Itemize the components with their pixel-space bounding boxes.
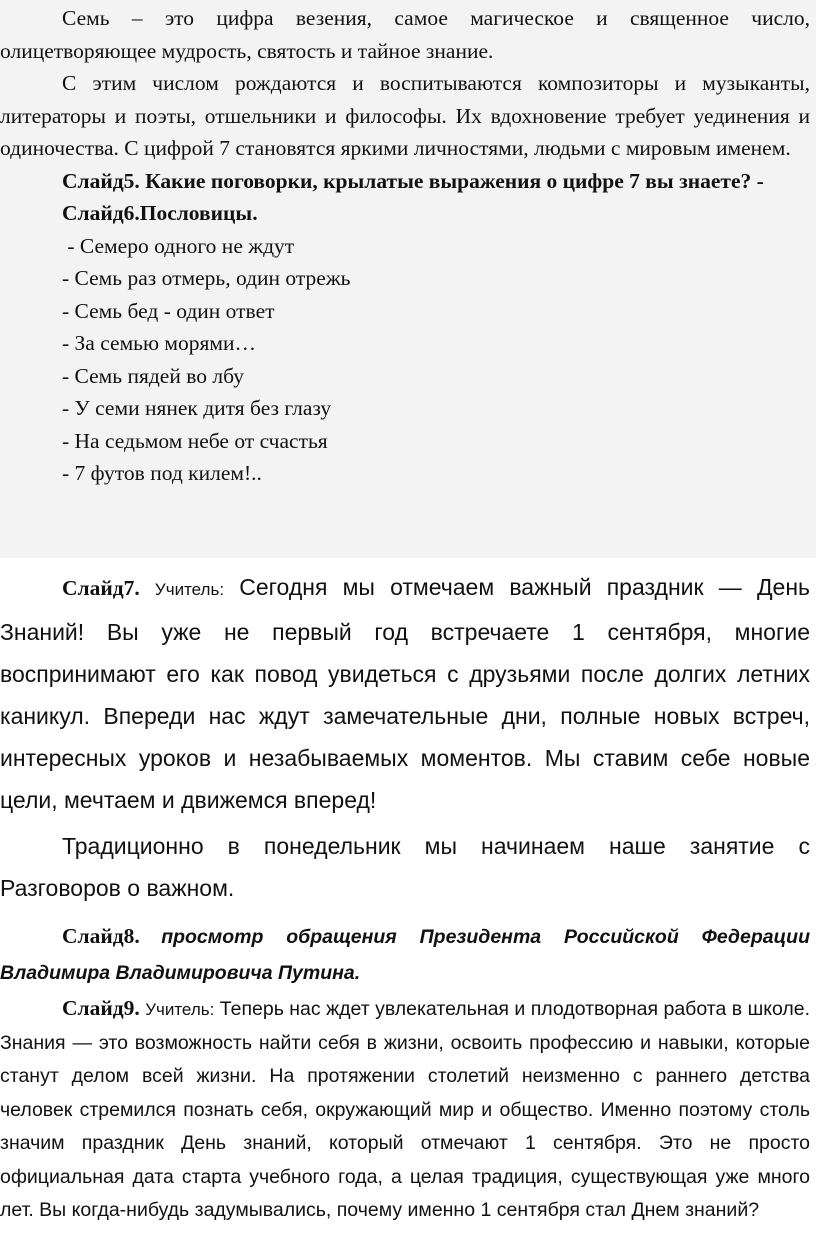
proverb-list	[0, 230, 816, 490]
proverb-item: - Семь пядей во лбу	[62, 363, 244, 388]
slide8-label: Слайд8.	[62, 924, 140, 948]
slide5-heading: Слайд5. Какие поговорки, крылатые выражения о цифре 7 вы знаете? -	[62, 168, 764, 193]
proverb-item: - На седьмом небе от счастья	[62, 428, 328, 453]
proverb-item: - 7 футов под килем!..	[62, 461, 262, 485]
slide7-text: Сегодня мы отмечаем важный праздник — День Знаний! Вы уже не первый год встречаете 1 сентября, многие воспринимают его как повод увидеться с друзьями после долгих летних каникул. Впереди нас ждут замечательные дни, полные новых встреч, интересных уроков и незабываемых моментов. Мы ставим себе новые цели, мечтаем и движемся вперед!	[0, 574, 811, 813]
white-text-block	[0, 558, 816, 1228]
proverb-item: - Семь раз отмерь, один отрежь	[62, 266, 351, 290]
proverb-item: - У семи нянек дитя без глазу	[62, 396, 332, 420]
slide7-paragraph-2: Традиционно в понедельник мы начинаем наше занятие с Разговоров о важном.	[0, 833, 810, 901]
intro-paragraph-2: С этим числом рождаются и воспитываются композиторы и музыканты, литераторы и поэты, отшельники и философы. Их вдохновение требует уединения и одиночества. С цифрой 7 становятся яркими личностями, людьми с мировым именем.	[0, 71, 810, 160]
gray-text-block	[0, 0, 816, 558]
proverb-item: - За семью морями…	[62, 331, 257, 355]
slide8-paragraph	[0, 919, 816, 992]
intro-paragraph-1: Семь – это цифра везения, самое магическое и священное число, олицетворяющее мудрость, святость и тайное знание.	[0, 6, 810, 63]
slide7-label: Слайд7.	[62, 576, 140, 600]
slide7-speaker: Учитель:	[154, 580, 225, 599]
slide9-text: Теперь нас ждет увлекательная и плодотворная работа в школе. Знания — это возможность найти себя в жизни, освоить профессию и навыки, которые станут делом всей жизни. На протяжении столетий неизменно с раннего детства человек стремился познать себя, окружающий мир и общество. Именно поэтому столь значим праздник День знаний, который отмечают 1 сентября. Это не просто официальная дата старта учебного года, а целая традиция, существующая уже много лет. Вы когда-нибудь задумывались, почему именно 1 сентября стал Днем знаний?	[0, 998, 811, 1221]
proverb-item: - Семеро одного не ждут	[62, 233, 295, 258]
slide7-paragraph	[0, 566, 816, 821]
slide9-paragraph	[0, 992, 816, 1228]
slide9-speaker: Учитель:	[145, 1000, 215, 1019]
slide6-heading: Слайд6.Пословицы.	[62, 201, 258, 225]
proverb-item: - Семь бед - один ответ	[62, 298, 275, 323]
slide8-text: просмотр обращения Президента Российской Федерации Владимира Владимировича Путина.	[0, 926, 810, 984]
slide9-label: Слайд9.	[62, 996, 140, 1020]
